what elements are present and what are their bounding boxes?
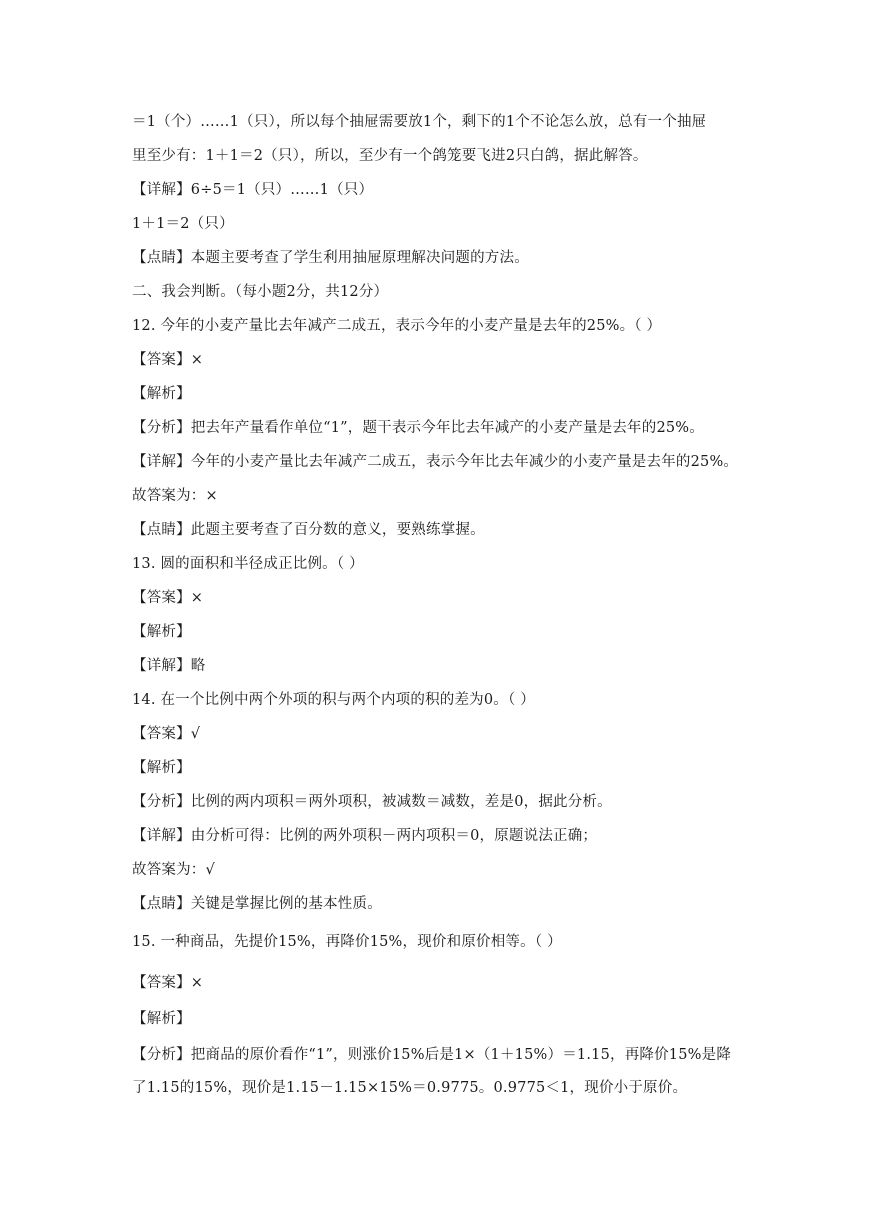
analysis-label: 【解析】 [132,624,191,640]
text-line: 【点睛】此题主要考查了百分数的意义，要熟练掌握。 [132,522,485,538]
text-line: 【详解】6÷5＝1（只）……1（只） [132,182,374,198]
text-line: 【分析】把去年产量看作单位“1”，题干表示今年比去年减产的小麦产量是去年的25%。 [132,420,704,436]
answer-label: 【答案】× [132,975,204,991]
answer-label: 【答案】× [132,590,204,606]
text-line: ＝1（个）……1（只），所以每个抽屉需要放1个，剩下的1个不论怎么放，总有一个抽屉 [132,114,707,130]
answer-label: 【答案】√ [132,726,201,742]
text-line: 【详解】今年的小麦产量比去年减产二成五，表示今年比去年减少的小麦产量是去年的25%。 [132,454,739,470]
text-line: 【点睛】关键是掌握比例的基本性质。 [132,896,382,912]
text-line: 1＋1＝2（只） [132,216,234,232]
text-line: 【分析】把商品的原价看作“1”，则涨价15%后是1×（1＋15%）＝1.15，再降价15%是降 [132,1047,732,1063]
question-12: 12. 今年的小麦产量比去年减产二成五，表示今年的小麦产量是去年的25%。（ ） [132,318,662,334]
text-line: 故答案为：× [132,488,218,504]
text-line: 【分析】比例的两内项积＝两外项积，被减数＝减数，差是0，据此分析。 [132,794,612,810]
analysis-label: 【解析】 [132,386,191,402]
answer-label: 【答案】× [132,352,204,368]
text-line: 【点睛】本题主要考查了学生利用抽屉原理解决问题的方法。 [132,250,529,266]
text-line: 【详解】由分析可得：比例的两外项积－两内项积＝0，原题说法正确； [132,828,598,844]
question-14: 14. 在一个比例中两个外项的积与两个内项的积的差为0。（ ） [132,692,535,708]
analysis-label: 【解析】 [132,1011,191,1027]
text-line: 故答案为：√ [132,862,215,878]
analysis-label: 【解析】 [132,760,191,776]
text-line: 【详解】略 [132,658,206,674]
question-15: 15. 一种商品，先提价15%，再降价15%，现价和原价相等。（ ） [132,934,562,950]
text-line: 里至少有：1＋1＝2（只），所以，至少有一个鸽笼要飞进2只白鸽，据此解答。 [132,148,648,164]
text-line: 了1.15的15%，现价是1.15－1.15×15%＝0.9775。0.9775＜1，现价小于原价。 [132,1080,688,1096]
question-13: 13. 圆的面积和半径成正比例。（ ） [132,556,364,572]
section-heading: 二、我会判断。（每小题2分，共12分） [132,284,389,300]
